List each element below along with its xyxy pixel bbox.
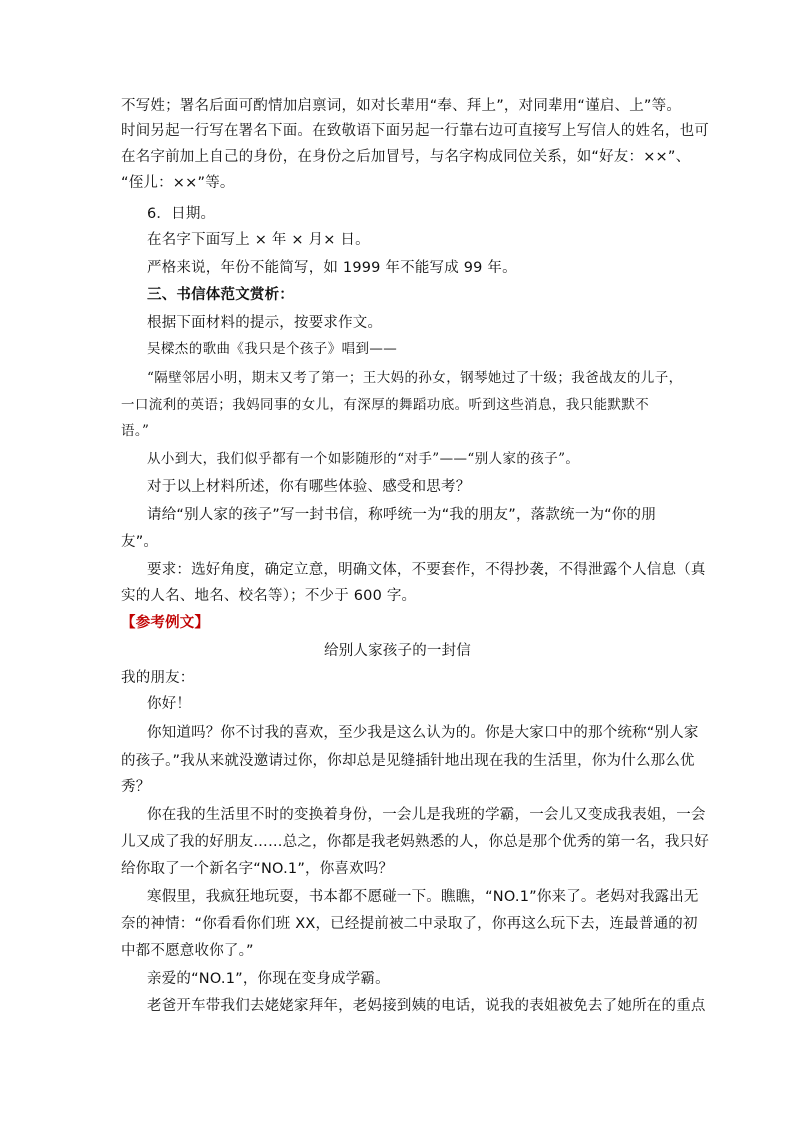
quote-line: 语。”	[121, 423, 150, 439]
letter-salutation: 我的朋友：	[121, 670, 195, 686]
text-line: 奈的神情：“你看看你们班 XX，已经提前被二中录取了，你再这么玩下去，连最普通的初	[121, 916, 698, 932]
text-line: 你在我的生活里不时的变换着身份，一会儿是我班的学霸，一会儿又变成我表姐，一会	[147, 807, 706, 823]
quote-line: 从小到大，我们似乎都有一个如影随形的“对手”——“别人家的孩子”。	[147, 451, 580, 467]
text-line: 儿又成了我的好朋友……总之，你都是我老妈熟悉的人，你总是那个优秀的第一名，我只好	[121, 834, 709, 850]
text-line: 的孩子。”我从来就没邀请过你，你却总是见缝插针地出现在我的生活里，你为什么那么优	[121, 753, 695, 769]
text-line: 给你取了一个新名字“NO.1”，你喜欢吗？	[121, 861, 394, 877]
text-line: 寒假里，我疯狂地玩耍，书本都不愿碰一下。瞧瞧，“NO.1”你来了。老妈对我露出无	[147, 889, 699, 905]
text-line: 对于以上材料所述，你有哪些体验、感受和思考？	[147, 479, 471, 495]
section-heading: 三、书信体范文赏析：	[147, 287, 294, 303]
text-line: 请给“别人家的孩子”写一封书信，称呼统一为“我的朋友”，落款统一为“你的朋	[147, 507, 656, 523]
text-line: 要求：选好角度，确定立意，明确文体，不要套作，不得抄袭，不得泄露个人信息（真	[147, 562, 706, 578]
text-line: 在名字下面写上 × 年 × 月× 日。	[147, 232, 370, 248]
text-line: 亲爱的“NO.1”，你现在变身成学霸。	[147, 971, 390, 987]
essay-title: 给别人家孩子的一封信	[324, 643, 471, 659]
section-heading-date: 6．日期。	[147, 206, 216, 222]
text-line: 严格来说，年份不能简写，如 1999 年不能写成 99 年。	[147, 260, 517, 276]
quote-line: “隔壁邻居小明，期末又考了第一；王大妈的孙女，钢琴她过了十级；我爸战友的儿子，	[147, 370, 683, 386]
reference-essay-label: 【参考例文】	[121, 615, 210, 631]
text-line: 不写姓；署名后面可酌情加启禀词，如对长辈用“奉、拜上”，对同辈用“谨启、上”等。	[121, 98, 682, 114]
quote-line: 一口流利的英语；我妈同事的女儿，有深厚的舞蹈功底。听到这些消息，我只能默默不	[121, 397, 650, 413]
quote-line: 吴樑杰的歌曲《我只是个孩子》唱到——	[147, 341, 398, 357]
text-line: 老爸开车带我们去姥姥家拜年，老妈接到姨的电话，说我的表姐被免去了她所在的重点	[147, 998, 706, 1014]
letter-greeting: 你好！	[147, 696, 192, 712]
text-line: “侄儿：××”等。	[121, 175, 235, 191]
text-line: 友”。	[121, 534, 159, 550]
text-line: 在名字前加上自己的身份，在身份之后加冒号，与名字构成同位关系，如“好友：××”、	[121, 149, 691, 165]
text-line: 你知道吗？你不讨我的喜欢，至少我是这么认为的。你是大家口中的那个统称“别人家	[147, 725, 699, 741]
text-line: 实的人名、地名、校名等）；不少于 600 字。	[121, 588, 417, 604]
text-line: 中都不愿意收你了。”	[121, 943, 254, 959]
text-line: 秀？	[121, 779, 151, 795]
text-line: 时间另起一行写在署名下面。在致敬语下面另起一行靠右边可直接写上写信人的姓名，也可	[121, 123, 709, 139]
text-line: 根据下面材料的提示，按要求作文。	[147, 315, 383, 331]
